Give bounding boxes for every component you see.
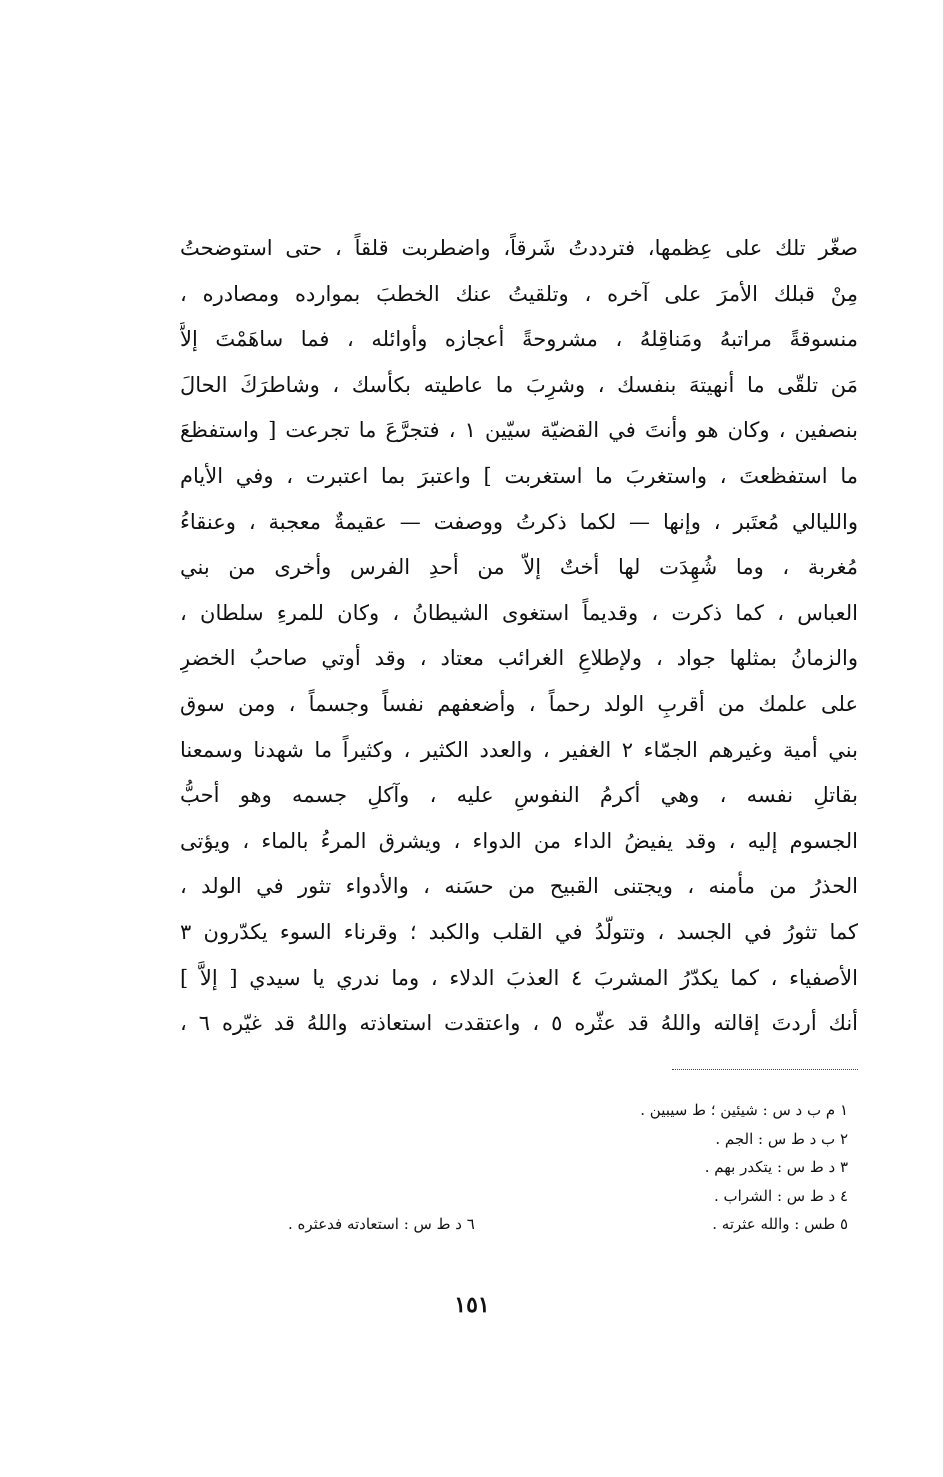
text-line: الحذرُ من مأمنه ، ويجتنى القبيح من حسَنه ، والأدواء تثور في الولد ،: [180, 874, 858, 899]
text-line: بني أمية وغيرهم الجمّاء ٢ الغفير ، والعدد الكثير ، وكثيراً ما شهدنا وسمعنا: [180, 737, 858, 762]
page-number: ١٥١: [454, 1292, 490, 1318]
text-line: منسوقةً مراتبهُ ومَناقِلهُ ، مشروحةً أعجازه وأوائله ، فما ساهَمْتَ إلاَّ: [180, 327, 858, 352]
footnote-4: ٤ د ط س : الشراب .: [713, 1186, 848, 1205]
text-line: مُغربة ، وما شُهِدَت لها أختٌ إلاّ من أحدِ الفرس وأخرى من بني: [180, 555, 858, 580]
footnote-6: ٦ د ط س : استعادته فدعثره .: [288, 1215, 475, 1233]
footnote-2: ٢ ب د ط س : الجم .: [715, 1129, 848, 1148]
text-line: والزمانُ بمثلها جواد ، ولإطلاعِ الغرائب معتاد ، وقد أوتي صاحبُ الخضرِ: [180, 646, 858, 671]
text-line: مَن تلقّى ما أنهيتهَ بنفسك ، وشرِبَ ما عاطيته بكأسك ، وشاطرَكَ الحالَ: [180, 372, 858, 397]
text-line: أنك أردتَ إقالته واللهُ قد عثّره ٥ ، واعتقدت استعاذته واللهُ قد غيّره ٦ ،: [180, 1011, 858, 1036]
text-line: كما تثورُ في الجسد ، وتتولّدُ في القلب والكبد ؛ وقرناء السوء يكدّرون ٣: [180, 919, 858, 944]
footnotes: [288, 1096, 848, 1239]
text-line: الأصفياء ، كما يكدّرُ المشربَ ٤ العذبَ الدلاء ، وما ندري يا سيدي [ إلاَّ ]: [180, 965, 858, 990]
text-line: على علمك من أقربِ الولد رحماً ، وأضعفهم نفساً وجسماً ، ومن سوق: [180, 691, 858, 716]
main-text-block: [180, 226, 858, 1047]
text-line: الجسوم إليه ، وقد يفيضُ الداء من الدواء ، ويشرق المرءُ بالماء ، ويؤتى: [180, 828, 858, 853]
text-line: ما استفظعتَ ، واستغربَ ما استغربت ] واعتبرَ بما اعتبرت ، وفي الأيام: [180, 463, 858, 488]
text-line: العباس ، كما ذكرت ، وقديماً استغوى الشيطانُ ، وكان للمرءِ سلطان ،: [180, 600, 858, 625]
footnote-5: ٥ طس : والله عثرته .: [712, 1215, 848, 1233]
text-line: بقاتلِ نفسه ، وهي أكرمُ النفوسِ عليه ، وآكلِ جسمه وهو أحبُّ: [180, 783, 858, 808]
text-line: والليالي مُعتَبر ، وإنها — لكما ذكرتُ ووصفت — عقيمةٌ معجبة ، وعنقاءُ: [180, 509, 858, 534]
text-line: مِنْ قبلك الأمرَ على آخره ، وتلقيتُ عنك الخطبَ بموارده ومصادره ،: [180, 281, 858, 306]
footnote-separator: [672, 1069, 858, 1070]
text-line: بنصفين ، وكان هو وأنتَ في القضيّة سيّين ١ ، فتجرَّعَ ما تجرعت [ واستفظعَ: [180, 418, 858, 443]
footnote-1: ١ م ب د س : شيئين ؛ ط سيبين .: [640, 1101, 848, 1119]
footnote-row-5-6: [288, 1210, 848, 1239]
text-line: صغّر تلك على عِظمها، فترددتُ شَرقاً، واضطربت قلقاً ، حتى استوضحتُ: [180, 236, 858, 260]
footnote-3: ٣ د ط س : يتكدر بهم .: [704, 1158, 848, 1176]
